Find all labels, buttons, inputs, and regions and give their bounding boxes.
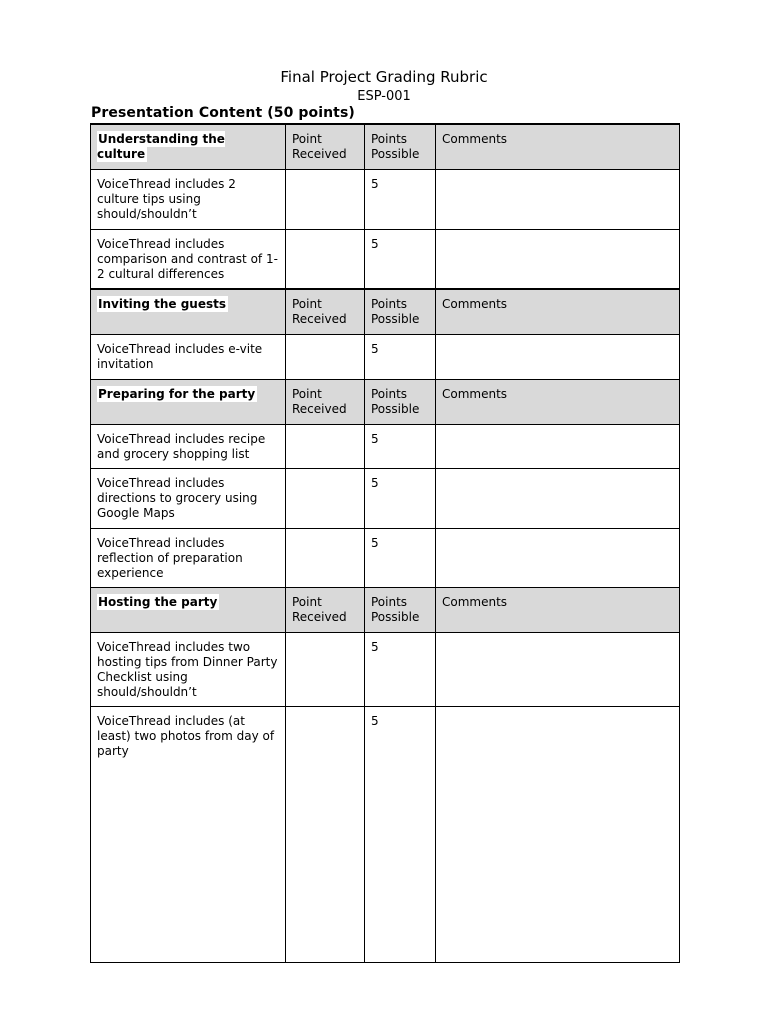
points-possible-value: 5: [365, 424, 436, 468]
comments-cell[interactable]: [436, 468, 680, 528]
document-subtitle: ESP-001: [357, 89, 411, 104]
category-cell: [91, 379, 286, 424]
criterion-row: [91, 334, 680, 379]
criterion-text: VoiceThread includes e-vite invitation: [91, 334, 286, 379]
criterion-text: VoiceThread includes (at least) two photos from day of party: [91, 706, 286, 962]
category-label: Understanding the culture: [97, 132, 225, 161]
criterion-row: [91, 424, 680, 468]
points-possible-header: Points Possible: [365, 289, 436, 334]
point-received-cell[interactable]: [286, 528, 365, 587]
comments-cell[interactable]: [436, 632, 680, 706]
section-heading: Presentation Content (50 points): [91, 105, 355, 121]
criterion-row: [91, 632, 680, 706]
comments-cell[interactable]: [436, 229, 680, 289]
comments-cell[interactable]: [436, 706, 680, 962]
points-possible-header: Points Possible: [365, 124, 436, 169]
point-received-cell[interactable]: [286, 229, 365, 289]
comments-header: Comments: [436, 587, 680, 632]
category-cell: [91, 587, 286, 632]
points-possible-value: 5: [365, 632, 436, 706]
point-received-cell[interactable]: [286, 424, 365, 468]
comments-cell[interactable]: [436, 334, 680, 379]
points-possible-header: Points Possible: [365, 379, 436, 424]
criterion-text: VoiceThread includes two hosting tips from Dinner Party Checklist using should/shouldn’t: [91, 632, 286, 706]
category-cell: [91, 124, 286, 169]
points-possible-value: 5: [365, 528, 436, 587]
criterion-text: VoiceThread includes 2 culture tips using should/shouldn’t: [91, 169, 286, 229]
criterion-text: VoiceThread includes comparison and contrast of 1-2 cultural differences: [91, 229, 286, 289]
category-header-row: [91, 124, 680, 169]
criterion-text: VoiceThread includes recipe and grocery shopping list: [91, 424, 286, 468]
category-label: Inviting the guests: [98, 297, 226, 311]
criterion-row: [91, 468, 680, 528]
criterion-row: [91, 528, 680, 587]
point-received-cell[interactable]: [286, 334, 365, 379]
category-label: Hosting the party: [98, 594, 218, 609]
point-received-cell[interactable]: [286, 169, 365, 229]
points-possible-value: 5: [365, 229, 436, 289]
criterion-row: [91, 706, 680, 962]
point-received-header: Point Received: [286, 379, 365, 424]
criterion-row: [91, 229, 680, 289]
category-header-row: [91, 587, 680, 632]
criterion-row: [91, 169, 680, 229]
point-received-header: Point Received: [286, 587, 365, 632]
comments-header: Comments: [436, 124, 680, 169]
comments-header: Comments: [436, 379, 680, 424]
point-received-cell[interactable]: [286, 632, 365, 706]
document-title: Final Project Grading Rubric: [280, 68, 488, 86]
point-received-cell[interactable]: [286, 706, 365, 962]
points-possible-header: Points Possible: [365, 587, 436, 632]
point-received-cell[interactable]: [286, 468, 365, 528]
comments-header: Comments: [436, 289, 680, 334]
comments-cell[interactable]: [436, 169, 680, 229]
category-cell: [91, 289, 286, 334]
point-received-header: Point Received: [286, 124, 365, 169]
points-possible-value: 5: [365, 706, 436, 962]
points-possible-value: 5: [365, 468, 436, 528]
points-possible-value: 5: [365, 169, 436, 229]
points-possible-value: 5: [365, 334, 436, 379]
comments-cell[interactable]: [436, 528, 680, 587]
criterion-text: VoiceThread includes reflection of preparation experience: [91, 528, 286, 587]
point-received-header: Point Received: [286, 289, 365, 334]
category-label: Preparing for the party: [98, 386, 256, 401]
rubric-table: [90, 123, 680, 963]
category-header-row: [91, 289, 680, 334]
criterion-text: VoiceThread includes directions to grocery using Google Maps: [91, 468, 286, 528]
category-header-row: [91, 379, 680, 424]
comments-cell[interactable]: [436, 424, 680, 468]
